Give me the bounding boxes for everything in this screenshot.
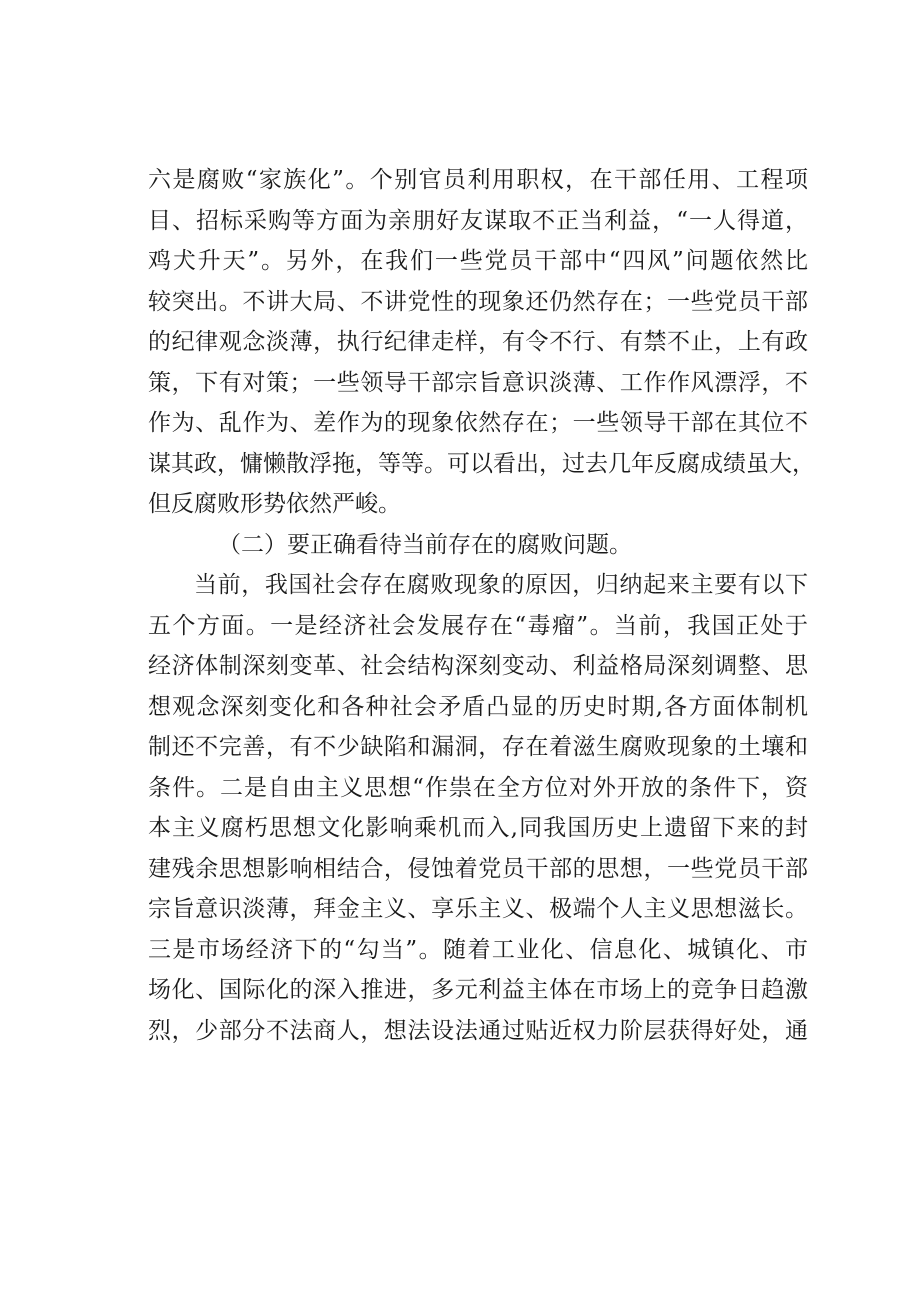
text-line: 条件。二是自由主义思想“作祟在全方位对外开放的条件下，资: [148, 774, 808, 801]
section-heading: （二）要正确看待当前存在的腐败问题。: [218, 531, 632, 558]
text-line: 场化、国际化的深入推进，多元利益主体在市场上的竞争日趋激: [148, 977, 808, 1003]
text-line: 想观念深刻变化和各种社会矛盾凸显的历史时期,各方面体制机: [148, 693, 808, 720]
text-line: 经济体制深刻变革、社会结构深刻变动、利益格局深刻调整、思: [148, 653, 808, 679]
text-line: 本主义腐朽思想文化影响乘机而入,同我国历史上遗留下来的封: [148, 815, 808, 841]
text-line: 烈，少部分不法商人，想法设法通过贴近权力阶层获得好处，通: [148, 1017, 808, 1044]
text-line: 当前，我国社会存在腐败现象的原因，归纳起来主要有以下: [194, 572, 808, 598]
text-line: 的纪律观念淡薄，执行纪律走样，有令不行、有禁不止，上有政: [148, 329, 808, 355]
text-line: 但反腐败形势依然严峻。: [148, 491, 401, 517]
text-line: 六是腐败“家族化”。个别官员利用职权，在干部任用、工程项: [148, 167, 808, 193]
body-text: [148, 160, 815, 1051]
text-line: 建残余思想影响相结合，侵蚀着党员干部的思想，一些党员干部: [148, 855, 808, 882]
text-line: 目、招标采购等方面为亲朋好友谋取不正当利益，“一人得道，: [148, 207, 808, 234]
text-line: 宗旨意识淡薄，拜金主义、享乐主义、极端个人主义思想滋长。: [148, 896, 808, 922]
text-line: 策，下有对策；一些领导干部宗旨意识淡薄、工作作风漂浮，不: [148, 369, 808, 396]
text-line: 较突出。不讲大局、不讲党性的现象还仍然存在；一些党员干部: [148, 288, 808, 315]
text-line: 作为、乱作为、差作为的现象依然存在；一些领导干部在其位不: [148, 410, 808, 436]
text-line: 鸡犬升天”。另外，在我们一些党员干部中“四风”问题依然比: [148, 248, 808, 274]
text-line: 三是市场经济下的“勾当”。随着工业化、信息化、城镇化、市: [148, 936, 808, 963]
text-line: 制还不完善，有不少缺陷和漏洞，存在着滋生腐败现象的土壤和: [148, 734, 808, 760]
text-line: 五个方面。一是经济社会发展存在“毒瘤”。当前，我国正处于: [148, 612, 808, 639]
text-line: 谋其政，慵懒散浮拖，等等。可以看出，过去几年反腐成绩虽大，: [148, 450, 815, 477]
